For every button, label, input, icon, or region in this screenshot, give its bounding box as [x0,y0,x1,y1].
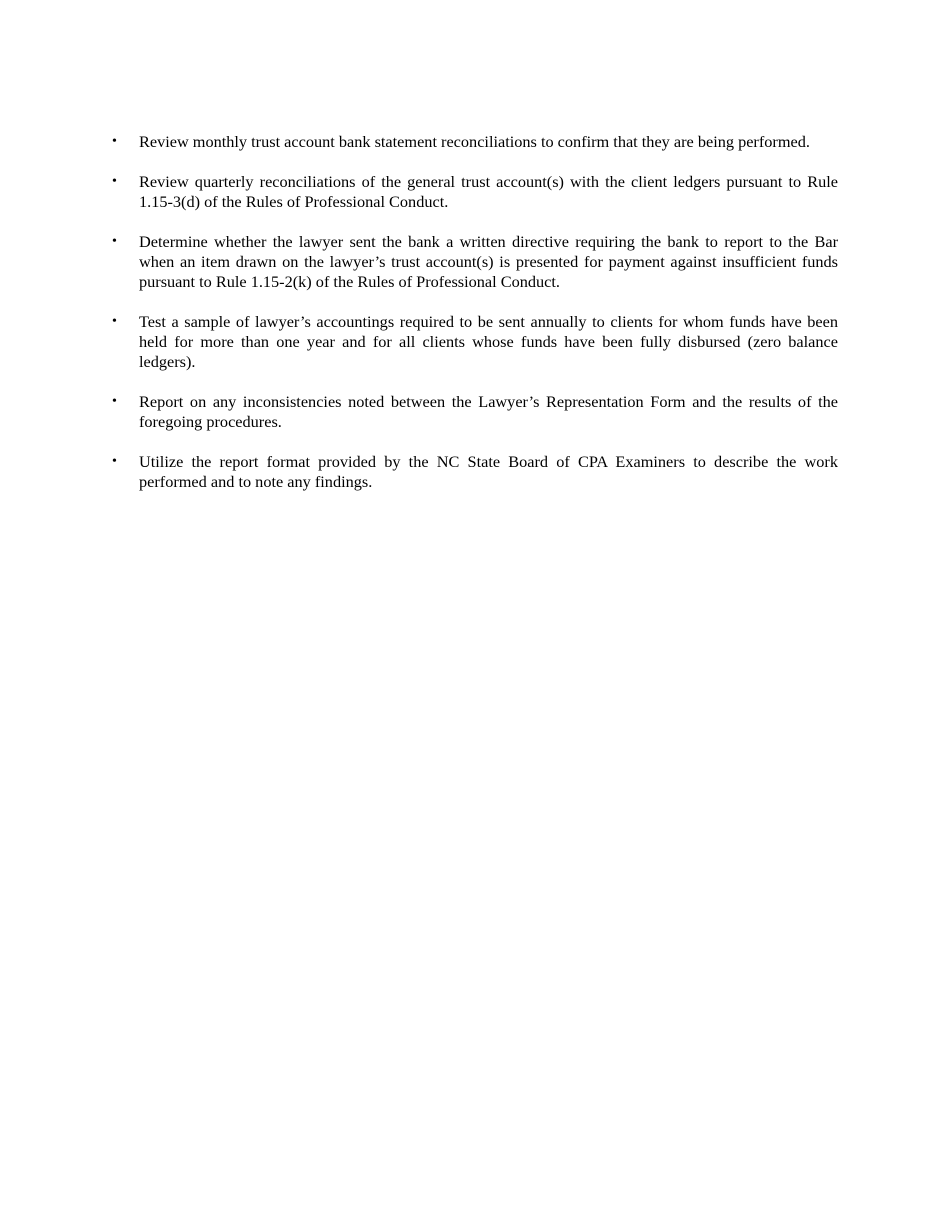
bullet-icon: • [112,454,117,470]
bullet-icon: • [112,394,117,410]
list-item [110,132,838,152]
bullet-icon: • [112,134,117,149]
bullet-icon: • [112,234,117,250]
list-item-text: Utilize the report format provided by the NC State Board of CPA Examiners to describe the work performed and to note any findings. [139,452,838,492]
bullet-icon: • [112,314,117,330]
list-item-text: Report on any inconsistencies noted between the Lawyer’s Representation Form and the results of the foregoing procedures. [139,392,838,431]
procedure-bullet-list [110,132,838,512]
list-item [110,232,838,291]
list-item [110,392,838,432]
bullet-icon: • [112,174,117,190]
list-item-text: Review quarterly reconciliations of the general trust account(s) with the client ledgers pursuant to Rule 1.15-3(d) of the Rules of Professional Conduct. [139,172,838,212]
list-item [110,172,838,212]
list-item-text: Determine whether the lawyer sent the bank a written directive requiring the bank to report to the Bar when an item drawn on the lawyer’s trust account(s) is presented for payment against insufficient funds pursuant to Rule 1.15-2(k) of the Rules of Professional Conduct. [139,232,838,291]
list-item-text: Review monthly trust account bank statement reconciliations to confirm that they are being performed. [139,132,810,151]
list-item [110,312,838,371]
list-item-text: Test a sample of lawyer’s accountings required to be sent annually to clients for whom funds have been held for more than one year and for all clients whose funds have been fully disbursed (zero balance ledgers). [139,312,838,371]
list-item [110,452,838,492]
